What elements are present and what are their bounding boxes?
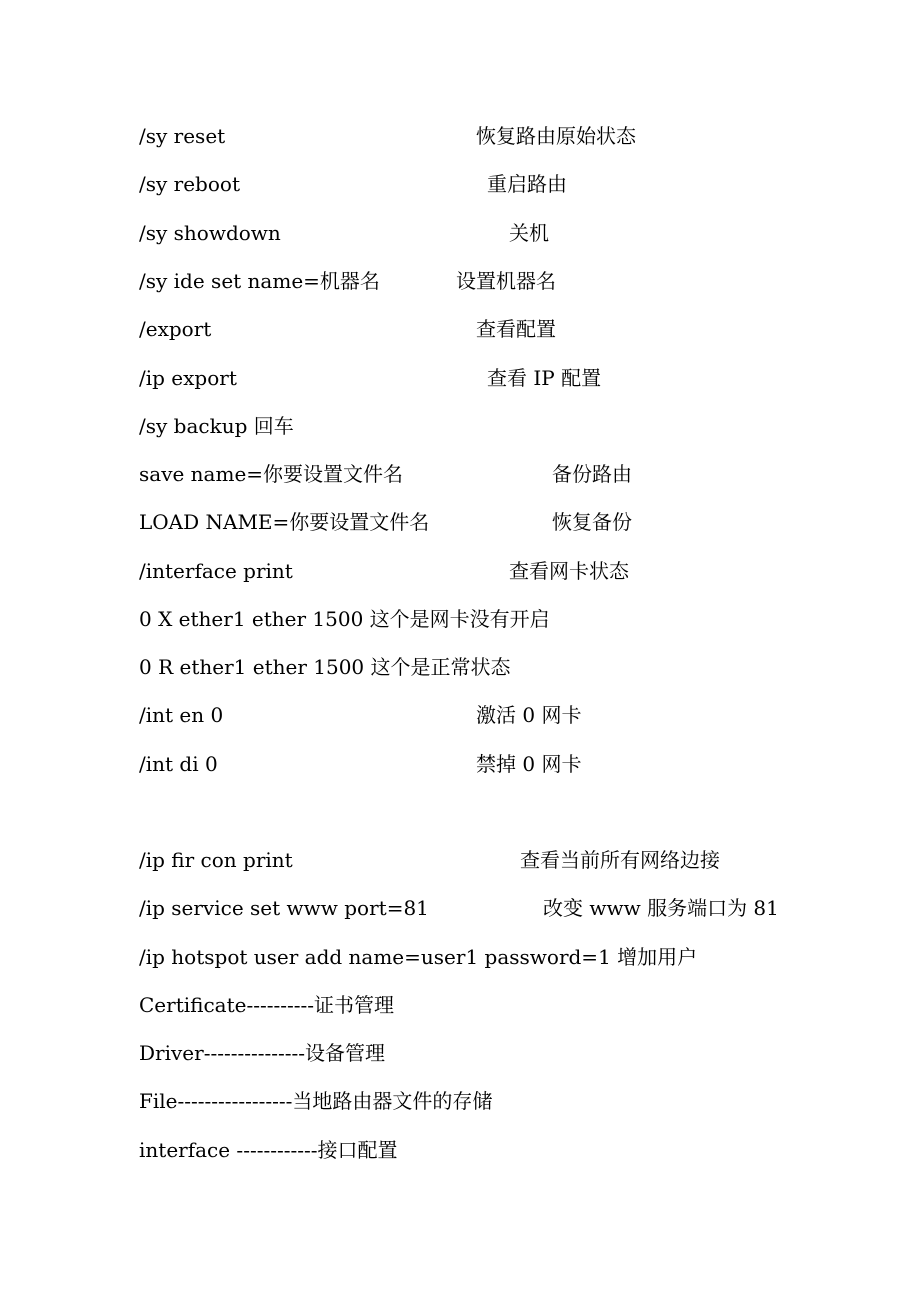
command-description: 恢复路由原始状态 bbox=[476, 124, 636, 148]
command-line: /ip fir con print bbox=[139, 848, 293, 872]
command-line: /int en 0 bbox=[139, 703, 224, 727]
command-line: interface ------------接口配置 bbox=[139, 1138, 398, 1162]
command-description: 查看 IP 配置 bbox=[487, 366, 602, 390]
command-line: /sy reset bbox=[139, 124, 226, 148]
command-line: /ip service set www port=81 bbox=[139, 896, 429, 920]
command-description: 重启路由 bbox=[487, 172, 567, 196]
command-description: 查看配置 bbox=[476, 317, 556, 341]
command-line: /sy reboot bbox=[139, 172, 240, 196]
command-line: /sy ide set name=机器名 bbox=[139, 269, 380, 293]
command-description: 激活 0 网卡 bbox=[476, 703, 582, 727]
command-description: 禁掉 0 网卡 bbox=[476, 752, 582, 776]
command-description: 查看网卡状态 bbox=[509, 559, 629, 583]
command-description: 备份路由 bbox=[552, 462, 632, 486]
command-line: /int di 0 bbox=[139, 752, 218, 776]
command-line: /interface print bbox=[139, 559, 293, 583]
command-description: 设置机器名 bbox=[456, 269, 556, 293]
command-line: /sy backup 回车 bbox=[139, 414, 294, 438]
command-line: 0 R ether1 ether 1500 这个是正常状态 bbox=[139, 655, 511, 679]
command-line: /export bbox=[139, 317, 212, 341]
command-description: 关机 bbox=[509, 221, 549, 245]
command-line: Driver---------------设备管理 bbox=[139, 1041, 386, 1065]
command-description: 恢复备份 bbox=[552, 510, 632, 534]
command-line: /ip export bbox=[139, 366, 237, 390]
command-line: /sy showdown bbox=[139, 221, 281, 245]
command-line: LOAD NAME=你要设置文件名 bbox=[139, 510, 430, 534]
command-line: save name=你要设置文件名 bbox=[139, 462, 404, 486]
command-description: 查看当前所有网络边接 bbox=[520, 848, 720, 872]
command-line: /ip hotspot user add name=user1 password=1 增加用户 bbox=[139, 945, 698, 969]
command-line: File-----------------当地路由器文件的存储 bbox=[139, 1089, 493, 1113]
command-description: 改变 www 服务端口为 81 bbox=[543, 896, 779, 920]
command-line: 0 X ether1 ether 1500 这个是网卡没有开启 bbox=[139, 607, 550, 631]
command-line: Certificate----------证书管理 bbox=[139, 993, 395, 1017]
